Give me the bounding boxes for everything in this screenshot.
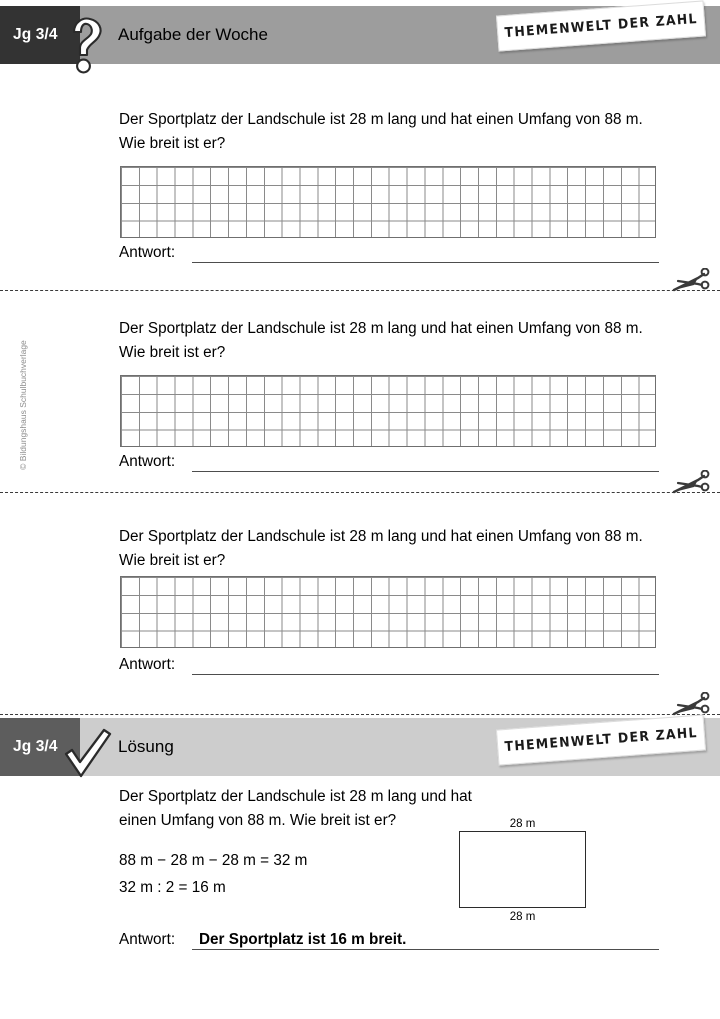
task-header-title: Aufgabe der Woche <box>118 25 268 44</box>
answer-label: Antwort: <box>119 244 176 261</box>
answer-writing-line[interactable] <box>192 674 659 675</box>
answer-label: Antwort: <box>119 453 176 470</box>
check-mark-icon <box>62 726 116 788</box>
answer-grid[interactable] <box>120 576 656 648</box>
calculation-line: 88 m − 28 m − 28 m = 32 m <box>119 852 308 869</box>
answer-writing-line[interactable] <box>192 471 659 472</box>
task-text: Der Sportplatz der Landschule ist 28 m lang und hat einen Umfang von 88 m. Wie breit ist er? <box>119 528 643 569</box>
solution-answer-value: Der Sportplatz ist 16 m breit. <box>199 931 407 948</box>
calculation-line: 32 m : 2 = 16 m <box>119 879 226 896</box>
solution-text: Der Sportplatz der Landschule ist 28 m lang und hat einen Umfang von 88 m. Wie breit ist er? <box>119 788 472 829</box>
solution-answer-line <box>192 949 659 950</box>
task-text: Der Sportplatz der Landschule ist 28 m lang und hat einen Umfang von 88 m. Wie breit ist er? <box>119 320 643 361</box>
cut-line <box>0 290 720 291</box>
solution-grade-label: Jg 3/4 <box>13 738 58 756</box>
answer-row <box>119 655 659 677</box>
task-brand-text: THEMENWELT DER ZAHL <box>503 10 699 42</box>
answer-row <box>119 452 659 474</box>
answer-grid[interactable] <box>120 166 656 238</box>
rectangle-label-bottom: 28 m <box>509 911 536 923</box>
solution-answer-label: Antwort: <box>119 931 176 948</box>
solution-answer-row <box>119 930 659 952</box>
solution-brand-text: THEMENWELT DER ZAHL <box>503 724 699 756</box>
copyright-notice: © Bildungshaus Schulbuchverlage <box>18 340 28 470</box>
scissors-icon <box>672 692 710 718</box>
question-mark-icon <box>64 14 108 76</box>
rectangle-label-top: 28 m <box>509 818 536 830</box>
answer-writing-line[interactable] <box>192 262 659 263</box>
scissors-icon <box>672 268 710 294</box>
answer-label: Antwort: <box>119 656 176 673</box>
rectangle-figure <box>459 831 586 908</box>
answer-grid[interactable] <box>120 375 656 447</box>
task-grade-label: Jg 3/4 <box>13 26 58 44</box>
answer-row <box>119 243 659 265</box>
cut-line <box>0 714 720 715</box>
solution-header-title: Lösung <box>118 737 174 756</box>
task-text: Der Sportplatz der Landschule ist 28 m lang und hat einen Umfang von 88 m. Wie breit ist er? <box>119 111 643 152</box>
scissors-icon <box>672 470 710 496</box>
cut-line <box>0 492 720 493</box>
